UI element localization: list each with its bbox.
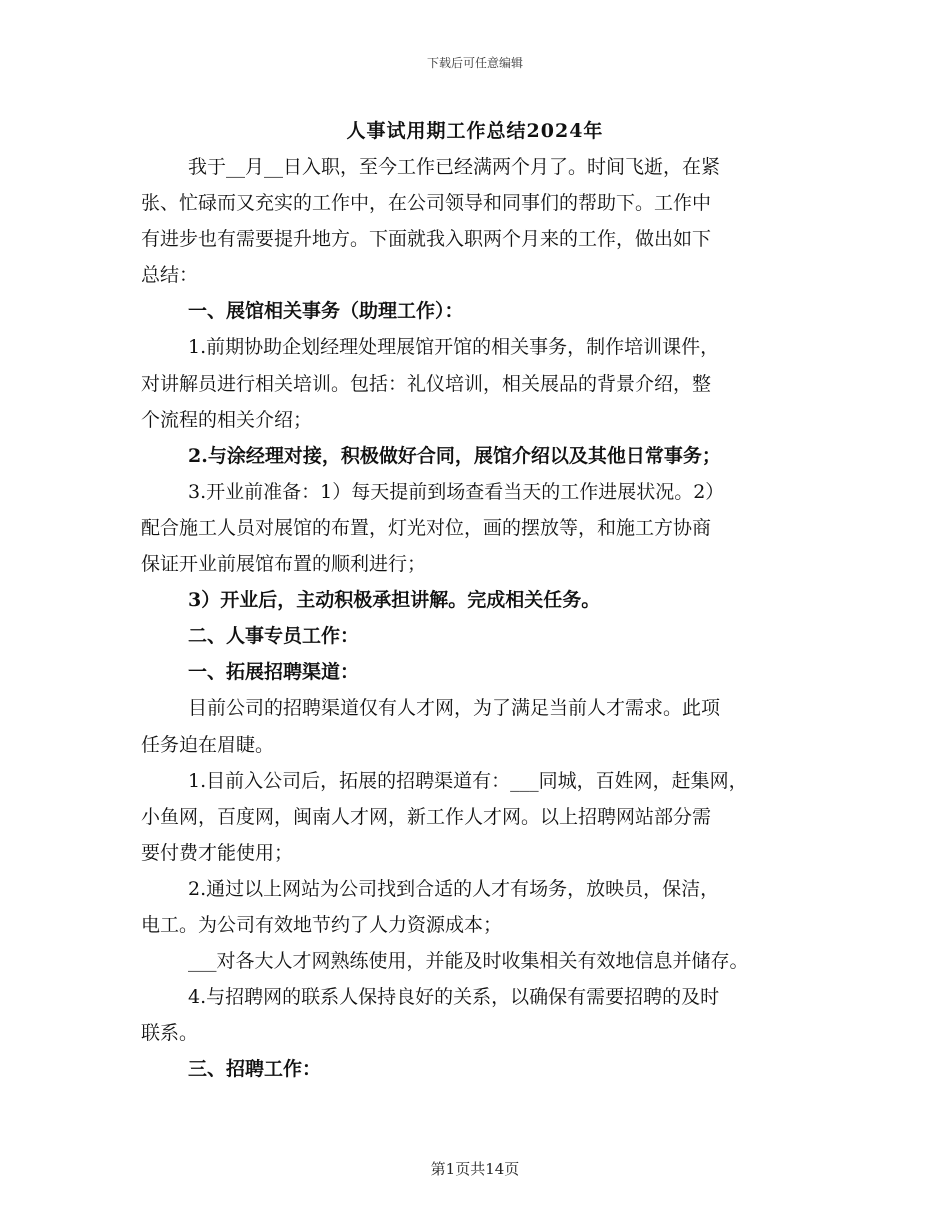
paragraph-line: 我于__月__日入职，至今工作已经满两个月了。时间飞逝，在紧 <box>188 156 721 178</box>
paragraph-line: 张、忙碌而又充实的工作中，在公司领导和同事们的帮助下。工作中 <box>141 192 712 215</box>
document-title: 人事试用期工作总结2024年 <box>346 120 604 142</box>
paragraph-line: 保证开业前展馆布置的顺利进行； <box>141 553 427 576</box>
paragraph-line: 对讲解员进行相关培训。包括：礼仪培训，相关展品的背景介绍，整 <box>141 372 712 395</box>
paragraph-line: 总结： <box>141 264 199 287</box>
paragraph-line-bold: 3）开业后，主动积极承担讲解。完成相关任务。 <box>188 589 601 612</box>
paragraph-line: 4.与招聘网的联系人保持良好的关系，以确保有需要招聘的及时 <box>188 986 720 1009</box>
paragraph-line: 1.前期协助企划经理处理展馆开馆的相关事务，制作培训课件， <box>188 336 720 359</box>
page-number: 第1页共14页 <box>430 1160 520 1178</box>
paragraph-line: 小鱼网，百度网，闽南人才网，新工作人才网。以上招聘网站部分需 <box>141 805 712 828</box>
paragraph-line: 有进步也有需要提升地方。下面就我入职两个月来的工作，做出如下 <box>141 228 712 251</box>
page-header-note: 下载后可任意编辑 <box>426 56 523 70</box>
paragraph-line: 1.目前入公司后，拓展的招聘渠道有：___同城，百姓网，赶集网， <box>188 769 748 792</box>
document-body <box>141 149 821 1087</box>
paragraph-line: 任务迫在眉睫。 <box>141 733 275 756</box>
paragraph-line: 电工。为公司有效地节约了人力资源成本； <box>141 913 503 936</box>
paragraph-line: 目前公司的招聘渠道仅有人才网，为了满足当前人才需求。此项 <box>188 697 721 720</box>
paragraph-line-bold: 2.与涂经理对接，积极做好合同，展馆介绍以及其他日常事务； <box>188 444 721 467</box>
paragraph-line: ___对各大人才网熟练使用，并能及时收集相关有效地信息并储存。 <box>188 950 749 973</box>
section-heading: 一、展馆相关事务（助理工作）： <box>188 300 464 323</box>
paragraph-line: 个流程的相关介绍； <box>141 408 313 431</box>
paragraph-line: 要付费才能使用； <box>141 841 294 864</box>
paragraph-line: 3.开业前准备：1）每天提前到场查看当天的工作进展状况。2） <box>188 480 725 503</box>
paragraph-line: 2.通过以上网站为公司找到合适的人才有场务，放映员，保洁， <box>188 877 720 900</box>
paragraph-line: 联系。 <box>141 1022 199 1045</box>
section-heading: 二、人事专员工作： <box>188 625 360 648</box>
paragraph-line: 配合施工人员对展馆的布置，灯光对位，画的摆放等，和施工方协商 <box>141 516 712 539</box>
section-heading: 三、招聘工作： <box>188 1058 322 1081</box>
section-heading: 一、拓展招聘渠道： <box>188 661 360 684</box>
